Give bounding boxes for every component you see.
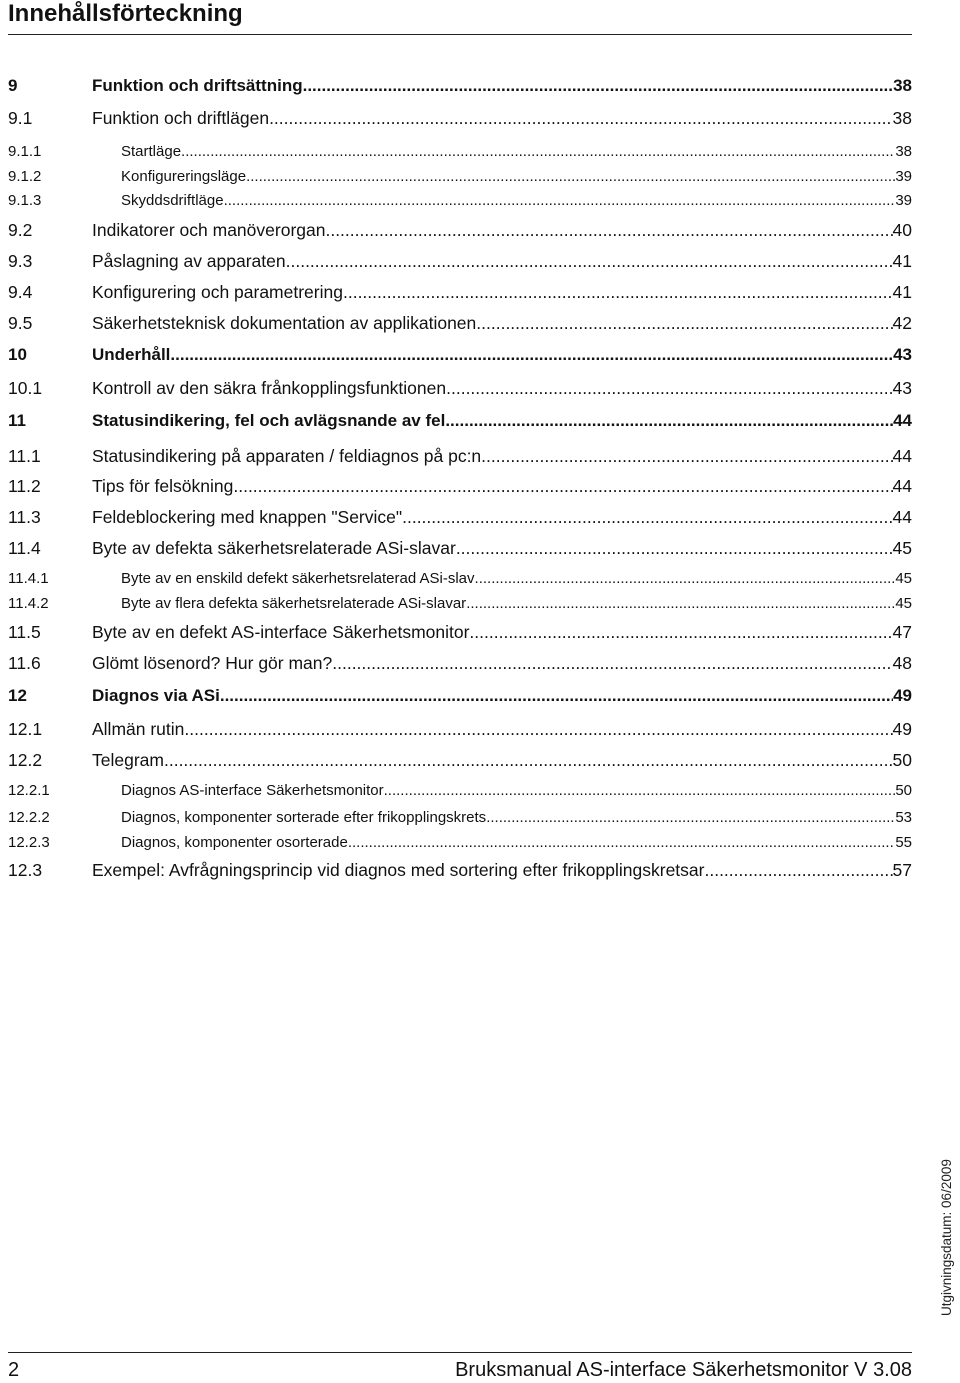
toc-entry-page: 41 <box>892 282 912 302</box>
toc-entry-number: 9.1 <box>8 108 33 128</box>
toc-dot-leader <box>181 142 895 162</box>
toc-entry[interactable] <box>8 446 912 466</box>
toc-entry-number: 9.5 <box>8 313 33 333</box>
toc-entry-title: Konfigurering och parametrering <box>92 282 343 302</box>
toc-entry-number: 12.2 <box>8 750 43 770</box>
toc-entry-title: Exempel: Avfrågningsprincip vid diagnos med sortering efter frikopplingskretsar <box>92 860 705 880</box>
toc-entry-page: 38 <box>892 108 912 128</box>
toc-entry-page: 55 <box>895 834 912 851</box>
toc-entry[interactable] <box>8 476 912 496</box>
toc-entry-page: 57 <box>892 860 912 880</box>
toc-entry-title: Diagnos, komponenter sorterade efter frikopplingskrets <box>121 809 487 826</box>
toc-entry-title: Statusindikering på apparaten / feldiagnos på pc:n <box>92 446 482 466</box>
toc-dot-leader <box>348 833 896 853</box>
toc-entry-title: Funktion och driftsättning <box>92 76 303 95</box>
toc-dot-leader <box>164 750 893 770</box>
page-title: Innehållsförteckning <box>8 0 243 27</box>
toc-entry-page: 39 <box>895 192 912 209</box>
toc-dot-leader <box>224 191 896 211</box>
toc-dot-leader <box>456 538 893 558</box>
toc-entry-title: Byte av en enskild defekt säkerhetsrelaterad ASi-slav <box>121 570 475 587</box>
toc-entry-page: 50 <box>895 782 912 799</box>
toc-entry-page: 49 <box>893 686 912 705</box>
toc-dot-leader <box>481 446 892 466</box>
toc-entry-title: Kontroll av den säkra frånkopplingsfunktionen <box>92 378 447 398</box>
toc-entry-page: 44 <box>892 446 912 466</box>
toc-entry-page: 47 <box>892 622 912 642</box>
footer-page-number: 2 <box>8 1359 20 1381</box>
toc-entry-title: Statusindikering, fel och avlägsnande av fel <box>92 411 446 430</box>
toc-entry-page: 39 <box>895 168 912 185</box>
toc-entry-title: Byte av flera defekta säkerhetsrelaterade ASi-slavar <box>121 595 467 612</box>
toc-entry-number: 12.2.2 <box>8 809 50 826</box>
toc-entry-page: 41 <box>892 251 912 271</box>
toc-entry-page: 44 <box>892 476 912 496</box>
toc-entry[interactable] <box>8 345 912 365</box>
toc-entry-title: Funktion och driftlägen <box>92 108 270 128</box>
toc-dot-leader <box>466 594 895 614</box>
toc-entry-number: 11 <box>8 411 26 430</box>
toc-entry-number: 12 <box>8 686 27 705</box>
toc-entry-page: 45 <box>892 538 912 558</box>
toc-entry-number: 11.5 <box>8 622 41 642</box>
toc-entry-title: Byte av defekta säkerhetsrelaterade ASi-slavar <box>92 538 456 558</box>
toc-entry[interactable] <box>8 781 912 801</box>
toc-entry[interactable] <box>8 833 912 853</box>
toc-entry-page: 40 <box>892 220 912 240</box>
toc-entry-page: 53 <box>895 809 912 826</box>
toc-entry[interactable] <box>8 686 912 706</box>
toc-entry-title: Diagnos via ASi <box>92 686 220 705</box>
toc-entry[interactable] <box>8 719 912 739</box>
toc-entry-title: Konfigureringsläge <box>121 168 247 185</box>
toc-entry[interactable] <box>8 142 912 162</box>
toc-entry-number: 9.1.2 <box>8 168 42 185</box>
toc-entry[interactable] <box>8 569 912 589</box>
toc-entry-number: 9.2 <box>8 220 33 240</box>
toc-entry-title: Säkerhetsteknisk dokumentation av applikationen <box>92 313 477 333</box>
toc-entry[interactable] <box>8 411 912 431</box>
toc-entry-number: 12.1 <box>8 719 43 739</box>
toc-dot-leader <box>325 220 892 240</box>
toc-entry-number: 11.4 <box>8 538 41 558</box>
toc-entry-title: Feldeblockering med knappen "Service" <box>92 507 403 527</box>
toc-entry-number: 9.3 <box>8 251 33 271</box>
toc-dot-leader <box>220 686 893 706</box>
toc-entry-title: Diagnos, komponenter osorterade <box>121 834 348 851</box>
toc-dot-leader <box>303 76 893 96</box>
issue-date-note: Utgivningsdatum: 06/2009 <box>939 1159 954 1316</box>
toc-entry[interactable] <box>8 313 912 333</box>
toc-entry[interactable] <box>8 808 912 828</box>
toc-entry-number: 11.6 <box>8 653 41 673</box>
toc-entry-title: Startläge <box>121 143 182 160</box>
toc-entry[interactable] <box>8 594 912 614</box>
toc-entry[interactable] <box>8 282 912 302</box>
toc-dot-leader <box>402 507 892 527</box>
toc-entry-number: 11.4.1 <box>8 570 49 587</box>
toc-entry-page: 45 <box>895 570 912 587</box>
toc-entry-title: Tips för felsökning <box>92 476 234 496</box>
toc-dot-leader <box>286 251 893 271</box>
toc-dot-leader <box>384 781 896 801</box>
toc-entry-page: 43 <box>893 345 912 364</box>
toc-entry-page: 45 <box>895 595 912 612</box>
toc-entry-title: Allmän rutin <box>92 719 185 739</box>
toc-entry-title: Telegram <box>92 750 164 770</box>
toc-dot-leader <box>469 622 892 642</box>
toc-entry[interactable] <box>8 507 912 527</box>
toc-entry[interactable] <box>8 538 912 558</box>
toc-entry[interactable] <box>8 76 912 96</box>
toc-entry-page: 44 <box>892 507 912 527</box>
toc-entry-page: 38 <box>893 76 912 95</box>
toc-entry-number: 12.3 <box>8 860 43 880</box>
toc-dot-leader <box>170 345 893 365</box>
toc-entry-number: 11.4.2 <box>8 595 49 612</box>
toc-entry[interactable] <box>8 860 912 880</box>
toc-entry[interactable] <box>8 108 912 128</box>
toc-dot-leader <box>332 653 892 673</box>
toc-entry-title: Indikatorer och manöverorgan <box>92 220 326 240</box>
footer-document-title: Bruksmanual AS-interface Säkerhetsmonitor V 3.08 <box>455 1359 912 1381</box>
toc-dot-leader <box>233 476 892 496</box>
toc-entry-title: Skyddsdriftläge <box>121 192 224 209</box>
toc-entry-page: 49 <box>892 719 912 739</box>
toc-dot-leader <box>486 808 895 828</box>
toc-entry-number: 11.1 <box>8 446 41 466</box>
toc-entry-number: 11.3 <box>8 507 41 527</box>
toc-dot-leader <box>246 167 895 187</box>
toc-entry-number: 9.1.1 <box>8 143 42 160</box>
toc-entry[interactable] <box>8 220 912 240</box>
toc-dot-leader <box>343 282 893 302</box>
toc-entry-page: 42 <box>892 313 912 333</box>
toc-entry-number: 10.1 <box>8 378 43 398</box>
toc-entry-page: 50 <box>892 750 912 770</box>
toc-entry-title: Diagnos AS-interface Säkerhetsmonitor <box>121 782 384 799</box>
toc-entry-page: 48 <box>892 653 912 673</box>
toc-entry-page: 38 <box>895 143 912 160</box>
toc-entry[interactable] <box>8 251 912 271</box>
toc-entry[interactable] <box>8 378 912 398</box>
toc-entry-number: 10 <box>8 345 27 364</box>
toc-dot-leader <box>445 411 893 431</box>
toc-entry-title: Glömt lösenord? Hur gör man? <box>92 653 333 673</box>
toc-entry[interactable] <box>8 653 912 673</box>
toc-entry-number: 9 <box>8 76 18 95</box>
toc-dot-leader <box>476 313 892 333</box>
toc-entry[interactable] <box>8 750 912 770</box>
toc-dot-leader <box>446 378 892 398</box>
footer-divider <box>8 1352 912 1353</box>
toc-entry-number: 9.4 <box>8 282 33 302</box>
toc-entry-number: 12.2.1 <box>8 782 50 799</box>
toc-entry-title: Byte av en defekt AS-interface Säkerhetsmonitor <box>92 622 470 642</box>
toc-entry-title: Underhåll <box>92 345 171 364</box>
toc-dot-leader <box>704 860 892 880</box>
toc-entry[interactable] <box>8 167 912 187</box>
toc-entry[interactable] <box>8 191 912 211</box>
toc-entry-title: Påslagning av apparaten <box>92 251 286 271</box>
toc-entry-number: 9.1.3 <box>8 192 42 209</box>
toc-entry-page: 44 <box>893 411 912 430</box>
toc-entry-number: 12.2.3 <box>8 834 50 851</box>
toc-dot-leader <box>475 569 896 589</box>
toc-dot-leader <box>269 108 892 128</box>
toc-dot-leader <box>184 719 892 739</box>
toc-entry-page: 43 <box>892 378 912 398</box>
toc-entry[interactable] <box>8 622 912 642</box>
toc-entry-number: 11.2 <box>8 476 41 496</box>
